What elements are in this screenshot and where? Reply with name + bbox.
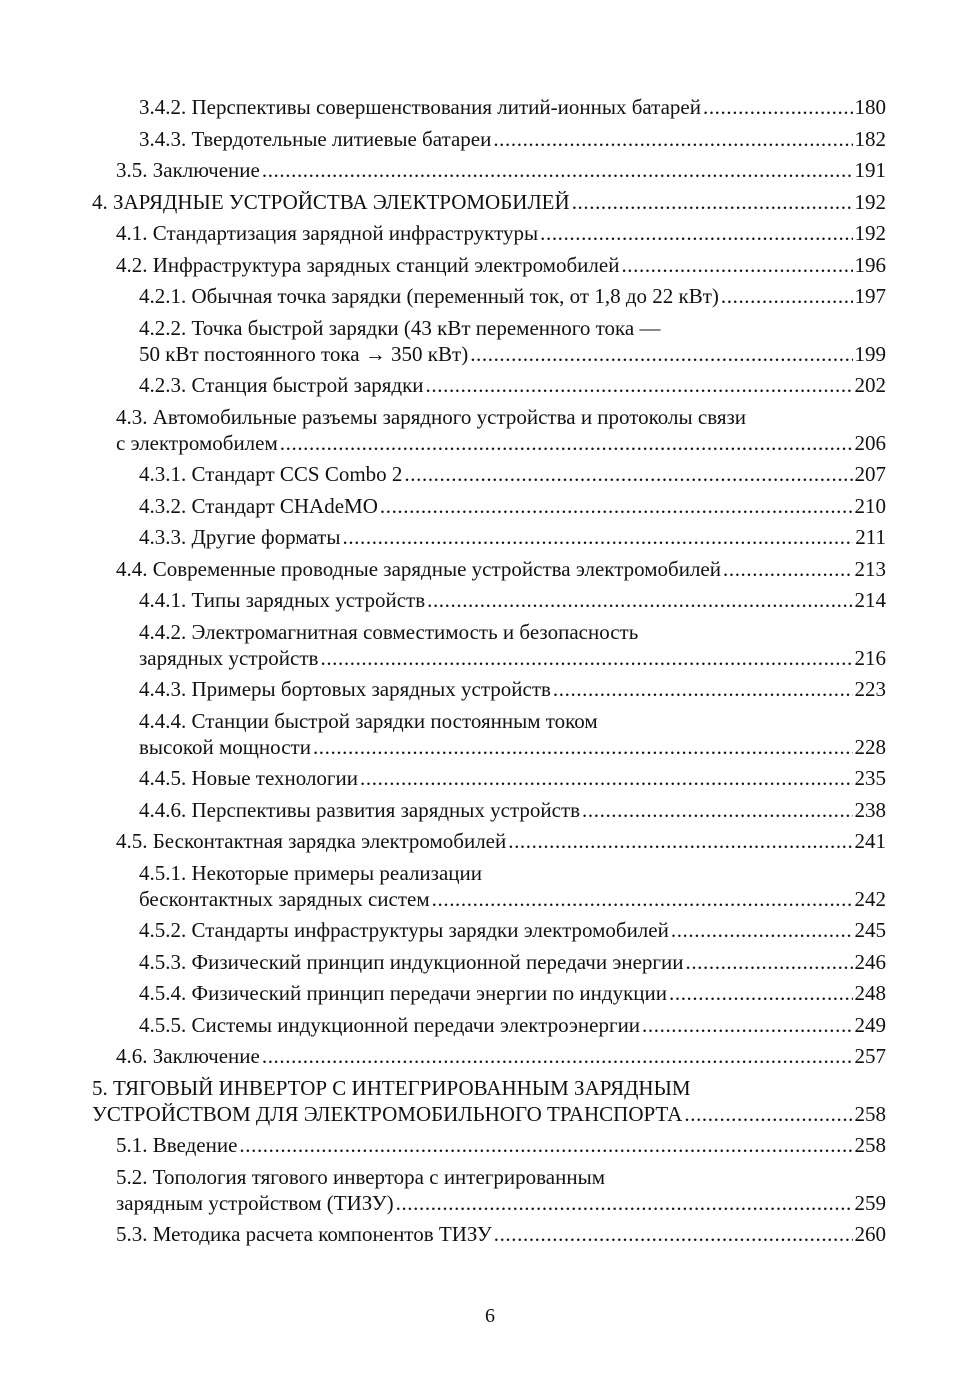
- toc-entry-page: 213: [854, 556, 886, 581]
- toc-entry[interactable]: [92, 674, 886, 706]
- toc-entry-row: [139, 949, 886, 975]
- toc-entry-title: 3.4.2. Перспективы совершенствования литий-ионных батарей: [139, 95, 701, 119]
- toc-entry-row: [139, 980, 886, 1006]
- toc-entry-page: 223: [854, 677, 886, 701]
- toc-entry-page: 246: [854, 949, 886, 974]
- toc-entry[interactable]: [92, 1041, 886, 1073]
- dot-leader: [669, 980, 853, 1006]
- toc-entry[interactable]: [92, 795, 886, 827]
- toc-entry-row: [116, 430, 886, 456]
- dot-leader: [582, 797, 852, 823]
- toc-entry-row: [139, 765, 886, 791]
- toc-entry-page: 242: [854, 886, 886, 911]
- dot-leader: [313, 734, 853, 760]
- toc-entry-page: 248: [854, 981, 886, 1005]
- toc-entry-row: [116, 1221, 886, 1247]
- toc-entry-page: 258: [854, 1101, 886, 1126]
- toc-entry-row: [139, 524, 886, 550]
- dot-leader: [380, 493, 853, 519]
- toc-entry-title: 4.5.4. Физический принцип передачи энергии по индукции: [139, 981, 667, 1005]
- toc-entry-row: [139, 587, 886, 613]
- dot-leader: [280, 430, 853, 456]
- toc-entry-title-line: 5. ТЯГОВЫЙ ИНВЕРТОР С ИНТЕГРИРОВАННЫМ ЗАРЯДНЫМ: [92, 1075, 691, 1100]
- dot-leader: [493, 126, 852, 152]
- toc-entry[interactable]: [92, 763, 886, 795]
- toc-entry-title-line: 5.2. Топология тягового инвертора с интегрированным: [116, 1164, 605, 1189]
- toc-entry-row: [116, 252, 886, 278]
- toc-entry-title: 4.5.3. Физический принцип индукционной передачи энергии: [139, 949, 684, 974]
- toc-entry-title: высокой мощности: [139, 734, 311, 759]
- toc-entry-title: 4.3.1. Стандарт CCS Combo 2: [139, 462, 403, 486]
- toc-entry[interactable]: [92, 1010, 886, 1042]
- toc-entry-row: [139, 676, 886, 702]
- toc-entry-title: 4.1. Стандартизация зарядной инфраструктуры: [116, 221, 539, 245]
- toc-entry-title: 5.1. Введение: [116, 1133, 238, 1157]
- toc-entry[interactable]: [92, 402, 886, 460]
- dot-leader: [262, 1043, 853, 1069]
- toc-entry[interactable]: [92, 826, 886, 858]
- dot-leader: [404, 461, 852, 487]
- toc-entry[interactable]: [92, 915, 886, 947]
- toc-entry-row: [116, 220, 886, 246]
- toc-entry-title: 50 кВт постоянного тока → 350 кВт): [139, 341, 469, 366]
- toc-entry-page: 241: [854, 829, 886, 853]
- dot-leader: [494, 1221, 853, 1247]
- toc-entry[interactable]: [92, 218, 886, 250]
- toc-entry-title: 3.4.3. Твердотельные литиевые батареи: [139, 126, 492, 151]
- toc-entry-page: 199: [854, 341, 886, 366]
- toc-entry-row: [139, 734, 886, 760]
- toc-entry-row: [139, 886, 886, 912]
- toc-entry[interactable]: [92, 858, 886, 916]
- toc-entry-page: 192: [854, 221, 886, 245]
- toc-entry[interactable]: [92, 1219, 886, 1251]
- toc-entry-title: 4.4.6. Перспективы развития зарядных устройств: [139, 797, 581, 822]
- toc-entry-row: [139, 283, 886, 309]
- toc-entry-row: [116, 828, 886, 854]
- toc-entry[interactable]: [92, 370, 886, 402]
- toc-entry-title: УСТРОЙСТВОМ ДЛЯ ЭЛЕКТРОМОБИЛЬНОГО ТРАНСПОРТА: [92, 1101, 683, 1126]
- toc-entry-page: 182: [854, 126, 886, 151]
- toc-entry-page: 245: [854, 918, 886, 942]
- dot-leader: [427, 587, 852, 613]
- toc-entry-page: 202: [854, 373, 886, 397]
- toc-entry-page: 260: [854, 1222, 886, 1246]
- toc-entry-page: 206: [854, 430, 886, 455]
- dot-leader: [239, 1132, 852, 1158]
- toc-entry[interactable]: [92, 585, 886, 617]
- toc-entry-title: 4.5. Бесконтактная зарядка электромобилей: [116, 829, 507, 853]
- toc-entry-title: 4.5.2. Стандарты инфраструктуры зарядки электромобилей: [139, 918, 669, 942]
- toc-entry-title: 4.4.1. Типы зарядных устройств: [139, 588, 426, 612]
- dot-leader: [426, 372, 853, 398]
- dot-leader: [262, 157, 853, 183]
- toc-entry-page: 211: [855, 525, 886, 549]
- toc-entry-row: [139, 94, 886, 120]
- toc-entry-page: 259: [854, 1190, 886, 1215]
- dot-leader: [684, 1101, 852, 1127]
- toc-entry[interactable]: [92, 155, 886, 187]
- toc-entry-page: 196: [854, 252, 886, 277]
- toc-entry-page: 191: [854, 158, 886, 182]
- dot-leader: [470, 341, 852, 367]
- toc-entry-title: 4. ЗАРЯДНЫЕ УСТРОЙСТВА ЭЛЕКТРОМОБИЛЕЙ: [92, 189, 570, 214]
- dot-leader: [508, 828, 852, 854]
- toc-entry-page: 235: [854, 766, 886, 790]
- toc-entry-row: [116, 1132, 886, 1158]
- toc-entry[interactable]: [92, 978, 886, 1010]
- toc-entry-page: 210: [854, 493, 886, 518]
- toc-entry[interactable]: [92, 706, 886, 764]
- toc-entry-title: бесконтактных зарядных систем: [139, 886, 430, 911]
- toc-entry[interactable]: [92, 250, 886, 282]
- toc-entry-title: 4.3.3. Другие форматы: [139, 525, 341, 549]
- toc-entry-page: 197: [854, 284, 886, 308]
- toc-entry-title: зарядных устройств: [139, 645, 319, 670]
- toc-entry-title: 4.6. Заключение: [116, 1044, 260, 1068]
- toc-entry-row: [139, 917, 886, 943]
- toc-entry[interactable]: [92, 947, 886, 979]
- toc-entry[interactable]: [92, 92, 886, 124]
- dot-leader: [360, 765, 852, 791]
- toc-entry-title-line: 4.5.1. Некоторые примеры реализации: [139, 860, 483, 885]
- toc-entry[interactable]: [92, 1130, 886, 1162]
- toc-entry-row: [139, 461, 886, 487]
- toc-entry[interactable]: [92, 1162, 886, 1220]
- toc-entry-title-line: 4.3. Автомобильные разъемы зарядного устройства и протоколы связи: [116, 404, 747, 429]
- toc-entry-page: 228: [854, 734, 886, 759]
- dot-leader: [432, 886, 853, 912]
- toc-entry-page: 216: [854, 645, 886, 670]
- toc-entry-row: [92, 189, 886, 215]
- toc-entry-row: [116, 157, 886, 183]
- toc-entry-title-line: 4.4.2. Электромагнитная совместимость и безопасность: [139, 619, 639, 644]
- dot-leader: [721, 283, 853, 309]
- toc-entry-title-line: 4.4.4. Станции быстрой зарядки постоянным током: [139, 708, 598, 733]
- dot-leader: [621, 252, 852, 278]
- toc-entry-title: зарядным устройством (ТИЗУ): [116, 1190, 394, 1215]
- dot-leader: [553, 676, 853, 702]
- toc-entry-row: [139, 126, 886, 152]
- toc-entry-title: 5.3. Методика расчета компонентов ТИЗУ: [116, 1222, 492, 1246]
- toc-entry-row: [116, 1190, 886, 1216]
- toc-entry[interactable]: [92, 187, 886, 219]
- toc-entry-row: [139, 1012, 886, 1038]
- dot-leader: [671, 917, 853, 943]
- toc-entry-title: 4.4.5. Новые технологии: [139, 766, 359, 790]
- toc-entry-row: [139, 493, 886, 519]
- page-number: 6: [485, 1305, 495, 1327]
- toc-entry-title: 4.4. Современные проводные зарядные устройства электромобилей: [116, 556, 721, 581]
- toc-entry[interactable]: [92, 281, 886, 313]
- toc-entry[interactable]: [92, 554, 886, 586]
- dot-leader: [642, 1012, 852, 1038]
- toc-entry-page: 258: [854, 1133, 886, 1157]
- toc-entry-row: [116, 1043, 886, 1069]
- dot-leader: [342, 524, 853, 550]
- dot-leader: [396, 1190, 853, 1216]
- toc-entry-page: 238: [854, 797, 886, 822]
- dot-leader: [703, 94, 853, 120]
- toc-entry-page: 192: [854, 189, 886, 214]
- toc-entry-page: 180: [854, 95, 886, 119]
- toc-entry[interactable]: [92, 124, 886, 156]
- toc-entry-title-line: 4.2.2. Точка быстрой зарядки (43 кВт переменного тока —: [139, 315, 661, 340]
- toc-entry-title: 4.2. Инфраструктура зарядных станций электромобилей: [116, 252, 620, 277]
- toc-entry-page: 257: [854, 1044, 886, 1068]
- toc-entry-title: 4.4.3. Примеры бортовых зарядных устройств: [139, 677, 551, 701]
- dot-leader: [320, 645, 852, 671]
- dot-leader: [723, 556, 853, 582]
- toc-entry[interactable]: [92, 522, 886, 554]
- toc-entry[interactable]: [92, 459, 886, 491]
- toc-entry-row: [92, 1101, 886, 1127]
- toc-entry-row: [139, 372, 886, 398]
- toc-entry[interactable]: [92, 617, 886, 675]
- toc-entry-page: 249: [854, 1012, 886, 1037]
- toc-entry-title: 4.2.1. Обычная точка зарядки (переменный ток, от 1,8 до 22 кВт): [139, 284, 719, 308]
- toc-entry[interactable]: [92, 1073, 886, 1131]
- table-of-contents: [92, 92, 886, 1251]
- toc-entry-row: [116, 556, 886, 582]
- toc-entry-title: 4.2.3. Станция быстрой зарядки: [139, 373, 424, 397]
- toc-entry-title: 3.5. Заключение: [116, 158, 260, 182]
- toc-entry-row: [139, 797, 886, 823]
- toc-entry[interactable]: [92, 313, 886, 371]
- toc-entry-page: 214: [854, 588, 886, 612]
- dot-leader: [540, 220, 852, 246]
- dot-leader: [685, 949, 852, 975]
- toc-entry-title: с электромобилем: [116, 430, 278, 455]
- toc-entry-title: 4.5.5. Системы индукционной передачи электроэнергии: [139, 1012, 641, 1037]
- toc-entry-row: [139, 341, 886, 367]
- toc-entry-title: 4.3.2. Стандарт CHAdeMO: [139, 493, 378, 518]
- toc-entry-row: [139, 645, 886, 671]
- toc-entry[interactable]: [92, 491, 886, 523]
- dot-leader: [572, 189, 853, 215]
- toc-entry-page: 207: [854, 462, 886, 486]
